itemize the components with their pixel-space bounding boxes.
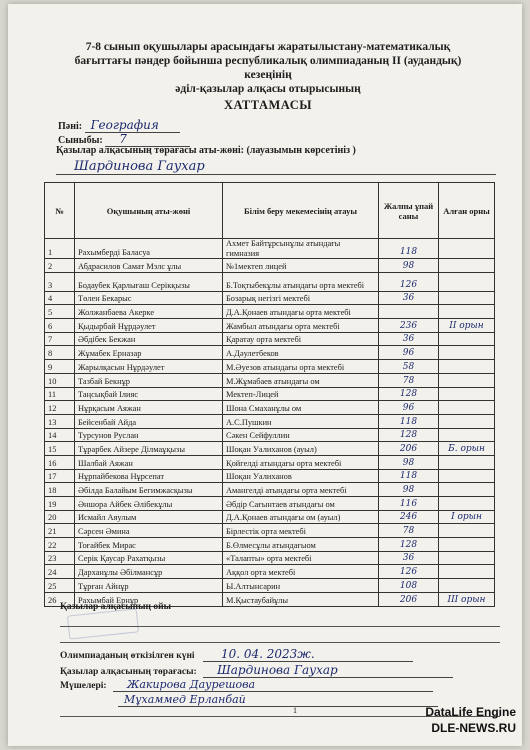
awarded-place — [439, 305, 495, 319]
footer-chair-row — [60, 663, 453, 678]
student-name: Турсунов Руслан — [75, 428, 223, 442]
awarded-place: Б. орын — [439, 442, 495, 456]
header-line-4: әділ-қазылар алқасы отырысының — [175, 83, 361, 95]
total-score: 206 — [379, 442, 439, 456]
school-name: Мектеп-Лицей — [223, 387, 379, 401]
awarded-place — [439, 497, 495, 511]
total-score: 108 — [379, 579, 439, 593]
row-number: 26 — [45, 592, 75, 606]
row-number: 13 — [45, 414, 75, 428]
school-name: Аққол орта мектебі — [223, 565, 379, 579]
page-number: 1 — [293, 706, 297, 715]
date-label: Олимпиаданың өткізілген күні — [60, 651, 195, 661]
row-number: 3 — [45, 272, 75, 291]
row-number: 11 — [45, 387, 75, 401]
student-name: Қыдырбай Нұрдәулет — [75, 319, 223, 333]
awarded-place — [439, 524, 495, 538]
student-name: Нұрпайбекова Нұрсепат — [75, 469, 223, 483]
school-name: Бірлестік орта мектебі — [223, 524, 379, 538]
table-row — [45, 483, 495, 497]
footer-chair-value: Шардинова Гаухар — [203, 663, 453, 678]
table-row — [45, 442, 495, 456]
table-row — [45, 360, 495, 374]
total-score: 126 — [379, 565, 439, 579]
student-name: Тұрған Айнұр — [75, 579, 223, 593]
row-number: 25 — [45, 579, 75, 593]
awarded-place — [439, 565, 495, 579]
row-number: 4 — [45, 291, 75, 305]
member-2-row — [118, 693, 438, 707]
school-name: Бозарық негізгі мектебі — [223, 291, 379, 305]
footer-chair-label: Қазылар алқасының төрағасы: — [60, 667, 197, 677]
table-row — [45, 551, 495, 565]
total-score: 236 — [379, 319, 439, 333]
awarded-place — [439, 239, 495, 259]
row-number: 23 — [45, 551, 75, 565]
jury-opinion-label: Қазылар алқасының ойы — [60, 602, 172, 612]
row-number: 8 — [45, 346, 75, 360]
table-row — [45, 455, 495, 469]
awarded-place — [439, 551, 495, 565]
student-name: Дарханұлы Әбілмансұр — [75, 565, 223, 579]
school-name: Жамбыл атындағы орта мектебі — [223, 319, 379, 333]
student-name: Тұрарбек Айзере Ділмаұқызы — [75, 442, 223, 456]
date-row — [60, 647, 413, 662]
total-score: 96 — [379, 401, 439, 415]
table-row — [45, 579, 495, 593]
chair-label: Қазылар алқасының төрағасы аты-жөні: (лауазымын көрсетініз ) — [56, 145, 356, 156]
total-score: 36 — [379, 291, 439, 305]
total-score: 128 — [379, 387, 439, 401]
student-name: Төлен Бекарыс — [75, 291, 223, 305]
student-name: Тазбай Бекнұр — [75, 373, 223, 387]
watermark-line-2: DLE-NEWS.RU — [431, 721, 516, 735]
opinion-line — [60, 642, 500, 643]
chair-value: Шардинова Гаухар — [56, 159, 496, 175]
awarded-place: III орын — [439, 592, 495, 606]
table-row — [45, 428, 495, 442]
student-name: Рахымбай Ернұр — [75, 592, 223, 606]
row-number: 19 — [45, 497, 75, 511]
total-score: 98 — [379, 259, 439, 273]
date-value: 10. 04. 2023ж. — [203, 647, 413, 662]
awarded-place: II орын — [439, 319, 495, 333]
awarded-place — [439, 401, 495, 415]
student-name: Әншора Айбек Әлібекұлы — [75, 497, 223, 511]
col-place: Алған орны — [439, 183, 495, 239]
header-line-3: кезеңінің — [244, 69, 292, 81]
total-score: 118 — [379, 239, 439, 259]
table-row — [45, 510, 495, 524]
school-name: Шоқан Уалиханов — [223, 469, 379, 483]
row-number: 15 — [45, 442, 75, 456]
student-name: Тоғайбек Мирас — [75, 538, 223, 552]
student-name: Исмайл Аяулым — [75, 510, 223, 524]
table-row — [45, 469, 495, 483]
awarded-place — [439, 387, 495, 401]
school-name: А.Дәулетбеков — [223, 346, 379, 360]
row-number: 7 — [45, 332, 75, 346]
school-name: Б.Тоқтыбекұлы атындағы орта мектебі — [223, 272, 379, 291]
total-score: 116 — [379, 497, 439, 511]
table-row — [45, 414, 495, 428]
student-name: Бейсенбай Айда — [75, 414, 223, 428]
grade-label: Сыныбы: — [58, 135, 103, 146]
row-number: 16 — [45, 455, 75, 469]
member-2: Мұхаммед Ерланбай — [118, 693, 438, 707]
table-row — [45, 387, 495, 401]
awarded-place — [439, 455, 495, 469]
awarded-place — [439, 469, 495, 483]
document-header — [38, 40, 498, 112]
school-name: Сәкен Сейфуллин — [223, 428, 379, 442]
row-number: 18 — [45, 483, 75, 497]
row-number: 2 — [45, 259, 75, 273]
awarded-place — [439, 332, 495, 346]
row-number: 14 — [45, 428, 75, 442]
student-name: Шалбай Аяжан — [75, 455, 223, 469]
total-score: 36 — [379, 332, 439, 346]
student-name: Жолжанбаева Акерке — [75, 305, 223, 319]
table-row — [45, 538, 495, 552]
header-line-2: бағыттағы пәндер бойынша республикалық олимпиаданың II (аудандық) — [74, 55, 462, 67]
total-score: 128 — [379, 428, 439, 442]
col-school: Білім беру мекемесінің атауы — [223, 183, 379, 239]
school-name: Шона Смаханұлы ом — [223, 401, 379, 415]
row-number: 12 — [45, 401, 75, 415]
faded-stamp — [67, 608, 139, 639]
total-score: 118 — [379, 414, 439, 428]
subject-value: География — [85, 118, 180, 133]
total-score: 96 — [379, 346, 439, 360]
watermark-line-1: DataLife Engine — [425, 705, 516, 719]
school-name: Шоқан Уалиханов (ауыл) — [223, 442, 379, 456]
awarded-place — [439, 291, 495, 305]
awarded-place — [439, 414, 495, 428]
member-1: Жакирова Даурешова — [113, 678, 433, 692]
student-name: Рахымберді Баласуа — [75, 239, 223, 259]
row-number: 6 — [45, 319, 75, 333]
school-name: «Талапты» орта мектебі — [223, 551, 379, 565]
student-name: Сәрсен Әмина — [75, 524, 223, 538]
total-score: 126 — [379, 272, 439, 291]
total-score: 36 — [379, 551, 439, 565]
school-name: Қойгелді атындағы орта мектебі — [223, 455, 379, 469]
school-name: М.Әуезов атындағы орта мектебі — [223, 360, 379, 374]
total-score: 206 — [379, 592, 439, 606]
chair-name-row — [56, 159, 496, 175]
total-score: 78 — [379, 524, 439, 538]
school-name: Д.А.Қонаев атындағы орта мектебі — [223, 305, 379, 319]
school-name: Ы.Алтынсарин — [223, 579, 379, 593]
total-score: 128 — [379, 538, 439, 552]
school-name: №1мектеп лицей — [223, 259, 379, 273]
table-row — [45, 319, 495, 333]
table-row — [45, 346, 495, 360]
total-score: 246 — [379, 510, 439, 524]
row-number: 1 — [45, 239, 75, 259]
table-row — [45, 565, 495, 579]
table-row — [45, 332, 495, 346]
row-number: 9 — [45, 360, 75, 374]
school-name: Әбдір Сағынтаев атындағы ом — [223, 497, 379, 511]
table-row — [45, 291, 495, 305]
table-row — [45, 401, 495, 415]
row-number: 22 — [45, 538, 75, 552]
student-name: Жарылқасын Нұрдәулет — [75, 360, 223, 374]
table-header-row — [45, 183, 495, 239]
row-number: 24 — [45, 565, 75, 579]
school-name: Амангелді атындағы орта мектебі — [223, 483, 379, 497]
table-row — [45, 373, 495, 387]
student-name: Бодаубек Қарлығаш Серікқызы — [75, 272, 223, 291]
row-number: 20 — [45, 510, 75, 524]
student-name: Таңсықбай Ілияс — [75, 387, 223, 401]
total-score: 118 — [379, 469, 439, 483]
school-name: М.Қыстаубайұлы — [223, 592, 379, 606]
table-row — [45, 524, 495, 538]
total-score — [379, 305, 439, 319]
subject-label: Пәні: — [58, 121, 83, 132]
row-number: 5 — [45, 305, 75, 319]
awarded-place: I орын — [439, 510, 495, 524]
awarded-place — [439, 272, 495, 291]
total-score: 98 — [379, 483, 439, 497]
results-table — [44, 182, 495, 607]
school-name: Қаратау орта мектебі — [223, 332, 379, 346]
row-number: 21 — [45, 524, 75, 538]
table-row — [45, 272, 495, 291]
members-label: Мүшелері: — [60, 681, 107, 691]
school-name: Д.А.Қонаев атындағы ом (ауыл) — [223, 510, 379, 524]
table-row — [45, 239, 495, 259]
total-score: 98 — [379, 455, 439, 469]
table-row — [45, 259, 495, 273]
awarded-place — [439, 360, 495, 374]
school-name: М.Жұмабаев атындағы ом — [223, 373, 379, 387]
grade-value: 7 — [105, 132, 190, 147]
table-row — [45, 497, 495, 511]
site-watermark — [425, 704, 516, 736]
awarded-place — [439, 483, 495, 497]
awarded-place — [439, 428, 495, 442]
school-name: А.С.Пушкин — [223, 414, 379, 428]
student-name: Жұмабек Ерназар — [75, 346, 223, 360]
student-name: Серік Қаусар Рахатқызы — [75, 551, 223, 565]
row-number: 10 — [45, 373, 75, 387]
chair-label-row — [56, 145, 356, 156]
student-name: Әбілда Балайым Бегимжасқызы — [75, 483, 223, 497]
col-number: № — [45, 183, 75, 239]
student-name: Абдрасилов Самат Мэлс ұлы — [75, 259, 223, 273]
awarded-place — [439, 259, 495, 273]
student-name: Әбдібек Бекжан — [75, 332, 223, 346]
col-student-name: Оқушының аты-жөні — [75, 183, 223, 239]
table-row — [45, 305, 495, 319]
awarded-place — [439, 373, 495, 387]
document-title: ХАТТАМАСЫ — [223, 98, 313, 112]
header-line-1: 7-8 сынып оқушылары арасындағы жаратылыстану-математикалық — [85, 41, 451, 53]
awarded-place — [439, 346, 495, 360]
members-row — [60, 678, 433, 692]
student-name: Нұрқасым Аяжан — [75, 401, 223, 415]
school-name: Ахмет Байтұрсынұлы атындағы гимназия — [223, 239, 379, 259]
school-name: Б.Өлмесұлы атындағыом — [223, 538, 379, 552]
awarded-place — [439, 538, 495, 552]
subject-row — [58, 118, 180, 133]
total-score: 58 — [379, 360, 439, 374]
awarded-place — [439, 579, 495, 593]
col-total-score: Жалпы ұпай саны — [379, 183, 439, 239]
total-score: 78 — [379, 373, 439, 387]
row-number: 17 — [45, 469, 75, 483]
protocol-sheet — [8, 4, 522, 746]
